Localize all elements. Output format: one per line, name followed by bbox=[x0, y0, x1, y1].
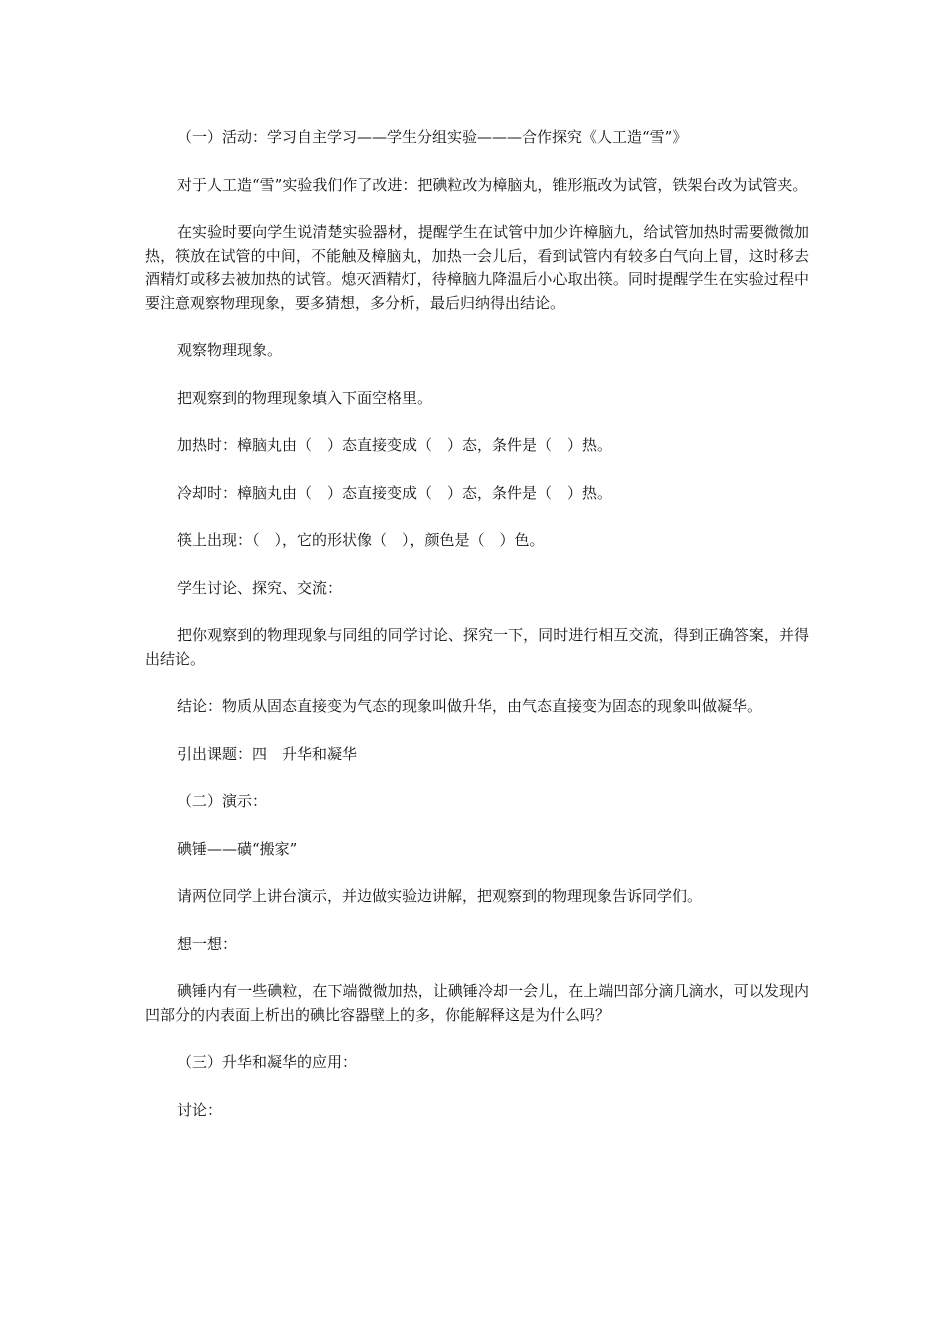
paragraph-observe: 观察物理现象。 bbox=[177, 341, 283, 359]
section-heading-applications: （三）升华和凝华的应用： bbox=[177, 1053, 358, 1071]
paragraph-conclusion: 结论：物质从固态直接变为气态的现象叫做升华，由气态直接变为固态的现象叫做凝华。 bbox=[177, 697, 763, 715]
fill-in-cooling: 冷却时：樟脑丸由（ ）态直接变成（ ）态，条件是（ ）热。 bbox=[177, 483, 613, 502]
paragraph-discussion: 把你观察到的物理现象与同组的同学讨论、探究一下，同时进行相互交流，得到正确答案，并得出结论。 bbox=[145, 626, 809, 668]
paragraph-improvement: 对于人工造“雪”实验我们作了改进：把碘粒改为樟脑丸，锥形瓶改为试管，铁架台改为试管夹。 bbox=[177, 175, 808, 194]
paragraph-fill-in: 把观察到的物理现象填入下面空格里。 bbox=[177, 388, 433, 407]
section-heading-activity: （一）活动：学习自主学习——学生分组实验———合作探究《人工造“雪”》 bbox=[177, 128, 688, 146]
paragraph-question: 碘锤内有一些碘粒，在下端微微加热，让碘锤冷却一会儿，在上端凹部分滴几滴水，可以发现内凹部分的内表面上析出的碘比容器壁上的多，你能解释这是为什么吗？ bbox=[145, 982, 809, 1024]
paragraph-discussion-label: 学生讨论、探究、交流： bbox=[177, 578, 343, 597]
document-body bbox=[145, 126, 809, 1146]
section-heading-demo: （二）演示： bbox=[177, 792, 268, 810]
paragraph-experiment-instructions: 在实验时要向学生说清楚实验器材，提醒学生在试管中加少许樟脑九，给试管加热时需要微微加热，筷放在试管的中间，不能触及樟脑丸，加热一会儿后，看到试管内有较多白气向上冒，这时移去酒精灯或移去被加热的试管。熄灭酒精灯，待樟脑九降温后小心取出筷。同时提醒学生在实验过程中要注意观察物理现象，要多猜想，多分析，最后归纳得出结论。 bbox=[145, 223, 809, 312]
paragraph-iodine-hammer: 碘锤——磺“搬家” bbox=[177, 839, 298, 858]
paragraph-demo-instructions: 请两位同学上讲台演示，并边做实验边讲解，把观察到的物理现象告诉同学们。 bbox=[177, 887, 703, 905]
fill-in-chopstick: 筷上出现：（ ），它的形状像（ ），颜色是（ ）色。 bbox=[177, 531, 545, 549]
paragraph-topic: 引出课题：四 升华和凝华 bbox=[177, 744, 358, 763]
fill-in-heating: 加热时：樟脑丸由（ ）态直接变成（ ）态，条件是（ ）热。 bbox=[177, 436, 613, 454]
paragraph-think: 想一想： bbox=[177, 934, 238, 953]
paragraph-discuss: 讨论： bbox=[177, 1100, 223, 1119]
